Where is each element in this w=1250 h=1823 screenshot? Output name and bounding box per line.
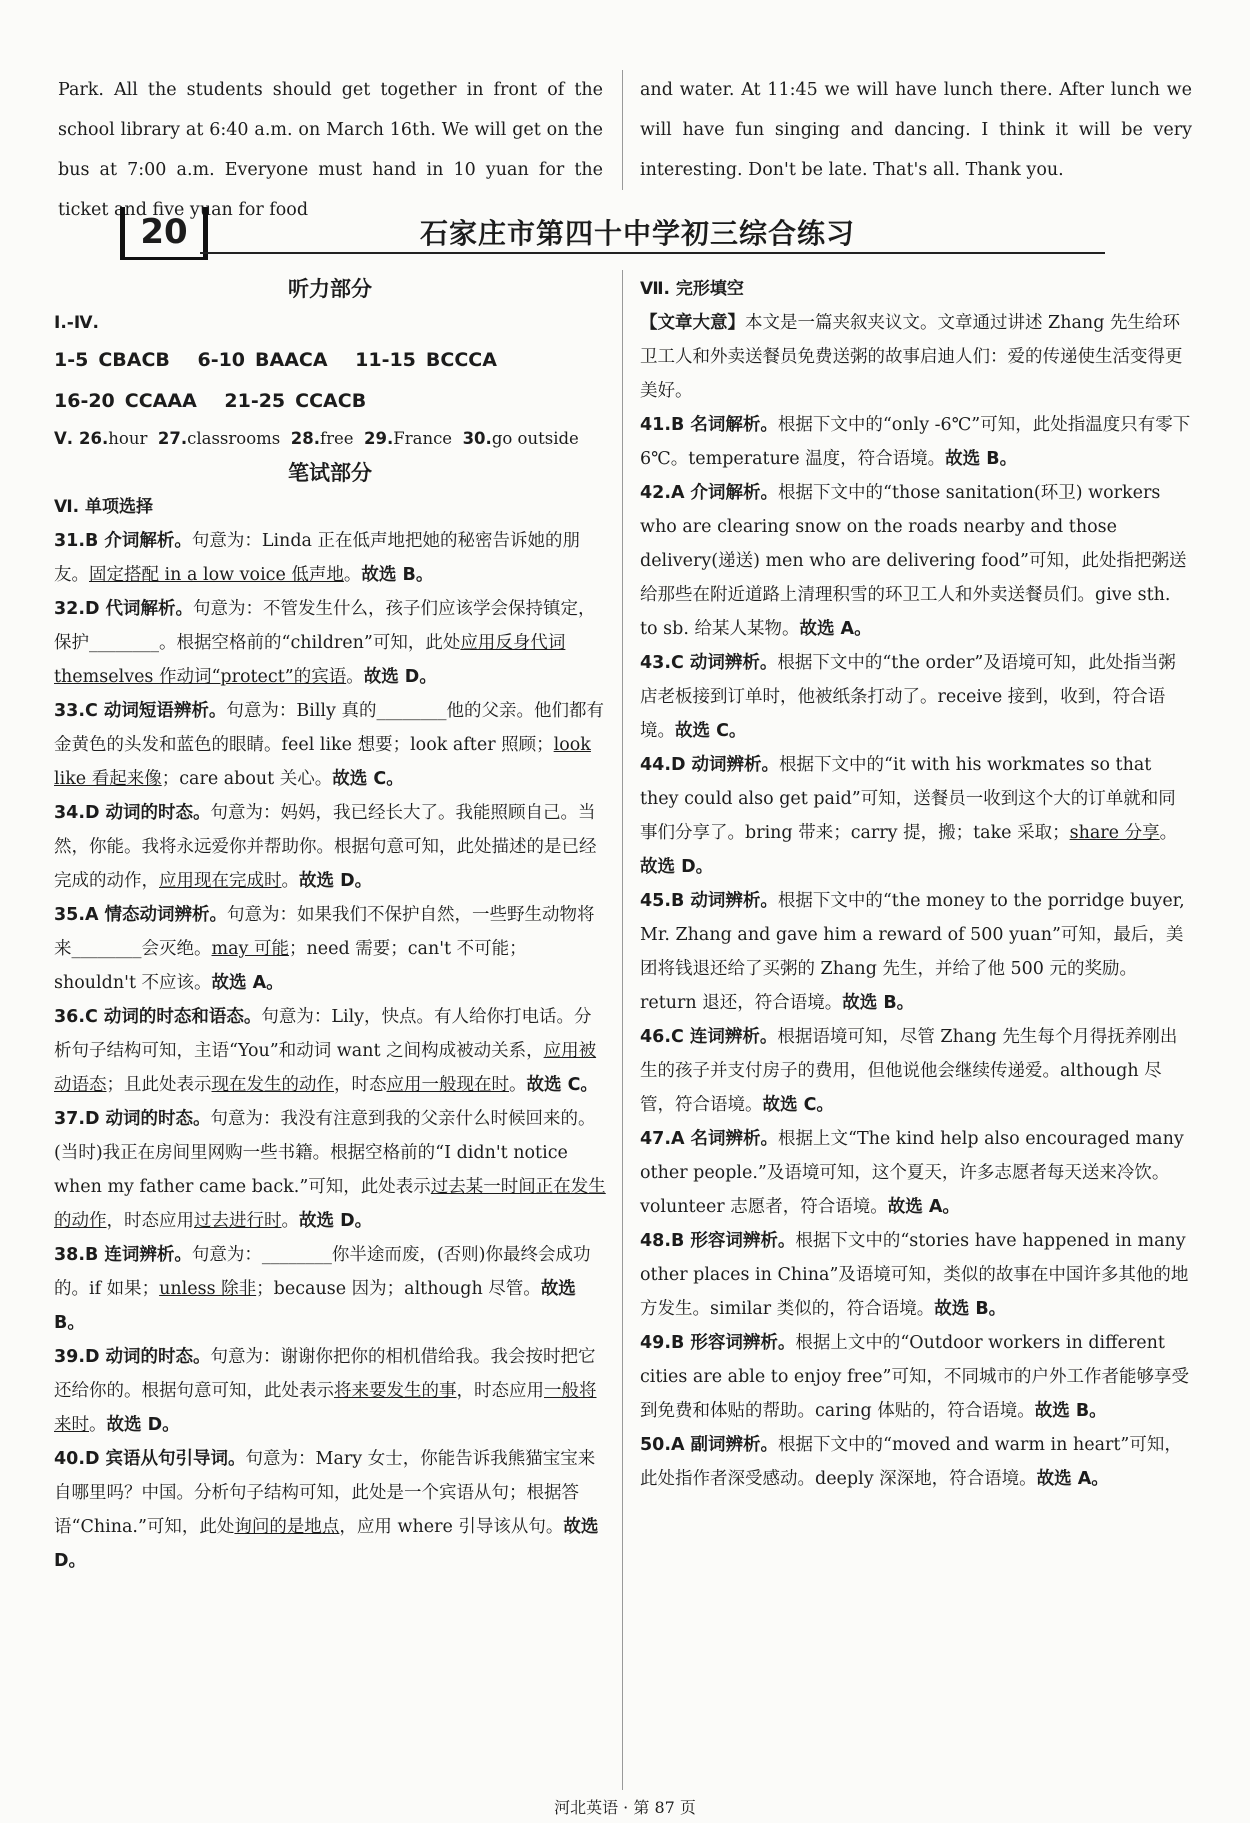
column-divider — [622, 270, 623, 1790]
question-36: 36.C 动词的时态和语态。句意为：Lily，快点。有人给你打电话。分析句子结构可知，主语“You”和动词 want 之间构成被动关系，应用被动语态；且此处表示现在发生的动作，时态应用一般现在时。故选 C。 — [54, 1007, 598, 1095]
question-46: 46.C 连词辨析。根据语境可知，尽管 Zhang 先生每个月得抚养刚出生的孩子并支付房子的费用，但他说他会继续传递爱。although 尽管，符合语境。故选 C。 — [640, 1027, 1178, 1115]
left-column — [54, 272, 606, 1578]
question-43: 43.C 动词辨析。根据下文中的“the order”及语境可知，此处指当粥店老板接到订单时，他被纸条打动了。receive 接到，收到，符合语境。故选 C。 — [640, 653, 1176, 741]
listening-heading: 听力部分 — [288, 277, 372, 301]
single-choice-section: Ⅵ. 单项选择 — [54, 497, 154, 517]
cloze-summary: 【文章大意】本文是一篇夹叙夹议文。文章通过讲述 Zhang 先生给环卫工人和外卖送餐员免费送粥的故事启迪人们：爱的传递使生活变得更美好。 — [640, 313, 1183, 401]
page-title: 石家庄市第四十中学初三综合练习 — [420, 217, 856, 250]
question-33: 33.C 动词短语辨析。句意为：Billy 真的________他的父亲。他们都有金黄色的头发和蓝色的眼睛。feel like 想要；look after 照顾；look like 看起来像；care about 关心。故选 C。 — [54, 701, 604, 789]
question-44: 44.D 动词辨析。根据下文中的“it with his workmates so that they could also get paid”可知，送餐员一收到这个大的订单就和同事们分享了。bring 带来；carry 提，搬；take 采取；share 分享。故选 D。 — [640, 755, 1178, 877]
question-45: 45.B 动词辨析。根据下文中的“the money to the porridge buyer, Mr. Zhang and gave him a reward of 500 yuan”可知，最后，美团将钱退还给了买粥的 Zhang 先生，并给了他 500 元的奖励。return 退还，符合语境。故选 B。 — [640, 891, 1185, 1013]
right-column — [640, 272, 1192, 1496]
top-left-text: Park. All the students should get together in front of the school library at 6:40 a.m. on March 16th. We will get on the bus at 7:00 a.m. Everyone must hand in 10 yuan for the ticket and five yuan for food — [58, 80, 603, 220]
question-39: 39.D 动词的时态。句意为：谢谢你把你的相机借给我。我会按时把它还给你的。根据句意可知，此处表示将来要发生的事，时态应用一般将来时。故选 D。 — [54, 1347, 597, 1435]
top-right-text: and water. At 11:45 we will have lunch there. After lunch we will have fun singing and dancing. I think it will be very interesting. Don't be late. That's all. Thank you. — [640, 80, 1192, 180]
answer-row: 1-5 CBACB 6-10 BAACA 11-15 BCCCA — [54, 349, 497, 371]
question-34: 34.D 动词的时态。句意为：妈妈，我已经长大了。我能照顾自己。当然，你能。我将永远爱你并帮助你。根据句意可知，此处描述的是已经完成的动作，应用现在完成时。故选 D。 — [54, 803, 597, 891]
listening-section: Ⅰ.-Ⅳ. — [54, 313, 99, 333]
section-number: 20 — [120, 207, 208, 260]
cloze-section: Ⅶ. 完形填空 — [640, 279, 744, 299]
top-divider — [622, 70, 623, 190]
answer-row: 16-20 CCAAA 21-25 CCACB — [54, 390, 367, 412]
title-underline — [200, 252, 1105, 254]
question-49: 49.B 形容词辨析。根据上文中的“Outdoor workers in different cities are able to enjoy free”可知，不同城市的户外工作者能够享受到免费和体贴的帮助。caring 体贴的，符合语境。故选 B。 — [640, 1333, 1189, 1421]
question-47: 47.A 名词辨析。根据上文“The kind help also encouraged many other people.”及语境可知，这个夏天，许多志愿者每天送来冷饮。volunteer 志愿者，符合语境。故选 A。 — [640, 1129, 1184, 1217]
question-50: 50.A 副词辨析。根据下文中的“moved and warm in heart”可知，此处指作者深受感动。deeply 深深地，符合语境。故选 A。 — [640, 1435, 1182, 1489]
fill-answers: Ⅴ. 26.hour 27.classrooms 28.free 29.France 30.go outside — [54, 429, 579, 448]
page-footer: 河北英语 · 第 87 页 — [554, 1798, 696, 1817]
question-32: 32.D 代词解析。句意为：不管发生什么，孩子们应该学会保持镇定，保护________。根据空格前的“children”可知，此处应用反身代词 themselves 作动词“protect”的宾语。故选 D。 — [54, 599, 596, 687]
question-42: 42.A 介词解析。根据下文中的“those sanitation(环卫) workers who are clearing snow on the roads nearby and those delivery(递送) men who are delivering food”可知，此处指把粥送给那些在附近道路上清理积雪的环卫工人和外卖送餐员们。give sth. to sb. 给某人某物。故选 A。 — [640, 483, 1187, 639]
question-41: 41.B 名词解析。根据下文中的“only -6℃”可知，此处指温度只有零下 6℃。temperature 温度，符合语境。故选 B。 — [640, 415, 1191, 469]
question-38: 38.B 连词辨析。句意为：________你半途而废，(否则)你最终会成功的。if 如果；unless 除非；because 因为；although 尽管。故选 B。 — [54, 1245, 591, 1333]
question-37: 37.D 动词的时态。句意为：我没有注意到我的父亲什么时候回来的。(当时)我正在房间里网购一些书籍。根据空格前的“I didn't notice when my father came back.”可知，此处表示过去某一时间正在发生的动作，时态应用过去进行时。故选 D。 — [54, 1109, 606, 1231]
question-48: 48.B 形容词辨析。根据下文中的“stories have happened in many other places in China”及语境可知，类似的故事在中国许多其他的地方发生。similar 类似的，符合语境。故选 B。 — [640, 1231, 1189, 1319]
question-31: 31.B 介词解析。句意为：Linda 正在低声地把她的秘密告诉她的朋友。固定搭配 in a low voice 低声地。故选 B。 — [54, 531, 581, 585]
question-35: 35.A 情态动词辨析。句意为：如果我们不保护自然，一些野生动物将来________会灭绝。may 可能；need 需要；can't 不可能；shouldn't 不应该。故选 A。 — [54, 905, 595, 993]
written-heading: 笔试部分 — [288, 461, 372, 485]
question-40: 40.D 宾语从句引导词。句意为：Mary 女士，你能告诉我熊猫宝宝来自哪里吗？中国。分析句子结构可知，此处是一个宾语从句；根据答语“China.”可知，此处询问的是地点，应用 where 引导该从句。故选 D。 — [54, 1449, 599, 1571]
